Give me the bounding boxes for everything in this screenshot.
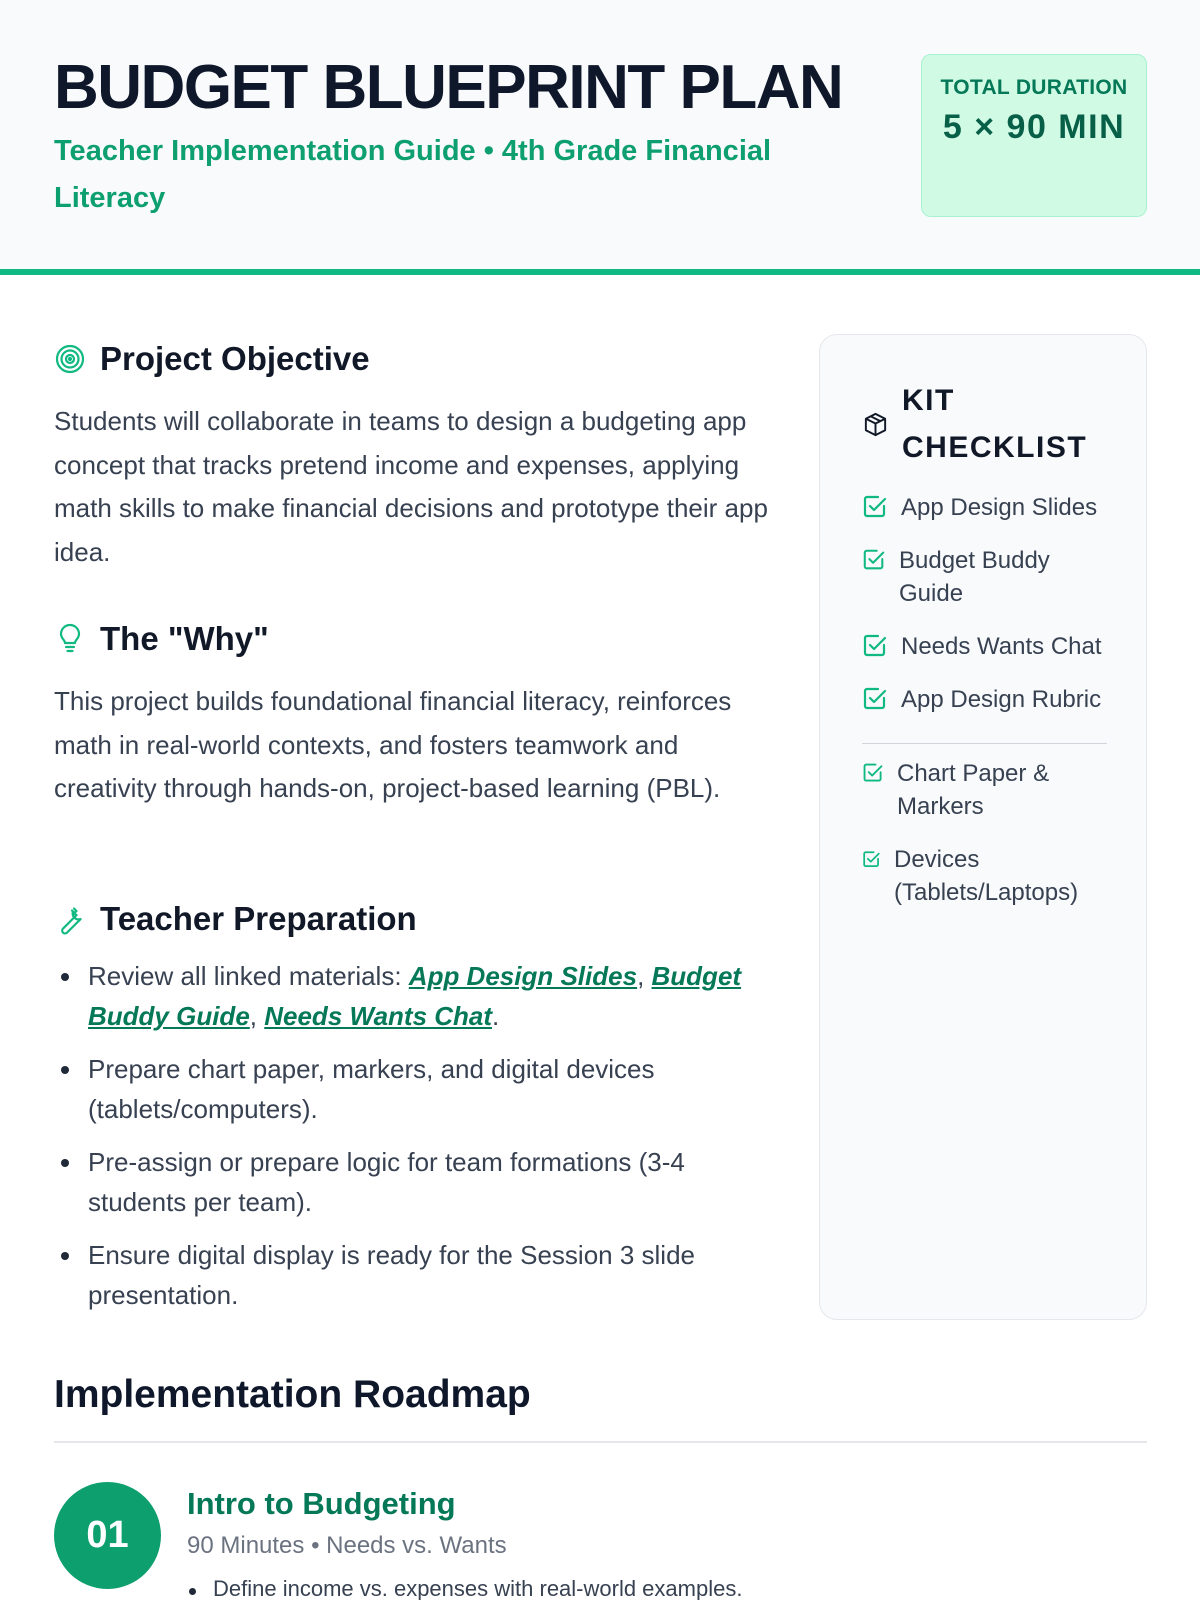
- why-heading: The "Why": [100, 620, 269, 657]
- kit-physical-list: [862, 757, 1107, 909]
- list-item: Prepare chart paper, markers, and digital devices (tablets/computers).: [54, 1049, 774, 1129]
- check-square-icon: [862, 686, 888, 712]
- package-icon: [862, 411, 889, 438]
- kit-heading-row: [862, 377, 1102, 471]
- duration-badge: [921, 54, 1147, 217]
- kit-divider: [862, 743, 1107, 744]
- wrench-icon: [54, 903, 86, 935]
- target-icon: [54, 343, 86, 375]
- preparation-heading: Teacher Preparation: [100, 900, 417, 937]
- check-square-icon: [862, 762, 884, 784]
- check-square-icon: [862, 494, 888, 520]
- kit-heading: KIT CHECKLIST: [902, 384, 1088, 464]
- preparation-section-heading: [54, 900, 417, 938]
- list-item: Ensure digital display is ready for the Session 3 slide presentation.: [54, 1235, 774, 1315]
- lightbulb-icon: [54, 623, 86, 655]
- kit-checklist-card: [819, 334, 1147, 1320]
- page-header: [0, 0, 1200, 275]
- objective-heading: Project Objective: [100, 340, 370, 377]
- objective-text: Students will collaborate in teams to design a budgeting app concept that tracks pretend income and expenses, applying math skills to make financial decisions and prototype their app idea.: [54, 406, 768, 567]
- step-number-badge: 01: [54, 1482, 161, 1589]
- link-app-design-slides[interactable]: App Design Slides: [408, 961, 638, 991]
- page-title: BUDGET BLUEPRINT PLAN: [54, 53, 843, 122]
- roadmap-divider: [54, 1441, 1147, 1443]
- step-bullet: Define income vs. expenses with real-world examples.: [187, 1576, 742, 1600]
- checklist-item: Devices (Tablets/Laptops): [862, 843, 1107, 909]
- roadmap-heading: Implementation Roadmap: [54, 1373, 531, 1416]
- step-meta: 90 Minutes • Needs vs. Wants: [187, 1532, 507, 1559]
- kit-digital-list: [862, 491, 1107, 716]
- preparation-list: [54, 956, 774, 1328]
- why-section-heading: [54, 620, 269, 658]
- step-title: Intro to Budgeting: [187, 1486, 456, 1521]
- check-square-icon: [862, 633, 888, 659]
- checklist-item: Needs Wants Chat: [862, 630, 1107, 663]
- checklist-item: Budget Buddy Guide: [862, 544, 1107, 610]
- page-subtitle: Teacher Implementation Guide • 4th Grade Financial Literacy: [54, 135, 772, 214]
- check-square-icon: [862, 850, 881, 869]
- list-item: Review all linked materials: App Design Slides, Budget Buddy Guide, Needs Wants Chat.: [54, 956, 774, 1036]
- checklist-item: Chart Paper & Markers: [862, 757, 1107, 823]
- check-square-icon: [862, 548, 886, 572]
- checklist-item: App Design Rubric: [862, 683, 1107, 716]
- checklist-item: App Design Slides: [862, 491, 1107, 524]
- duration-label: TOTAL DURATION: [940, 76, 1128, 99]
- link-needs-wants-chat[interactable]: Needs Wants Chat: [264, 1001, 493, 1031]
- link-budget-buddy-guide[interactable]: Budget Buddy Guide: [88, 961, 742, 1031]
- duration-value: 5 × 90 MIN: [942, 108, 1126, 146]
- objective-section-heading: [54, 340, 370, 378]
- why-text: This project builds foundational financial literacy, reinforces math in real-world contexts, and fosters teamwork and creativity through hands-on, project-based learning (PBL).: [54, 686, 732, 803]
- list-item: Pre-assign or prepare logic for team formations (3-4 students per team).: [54, 1142, 774, 1222]
